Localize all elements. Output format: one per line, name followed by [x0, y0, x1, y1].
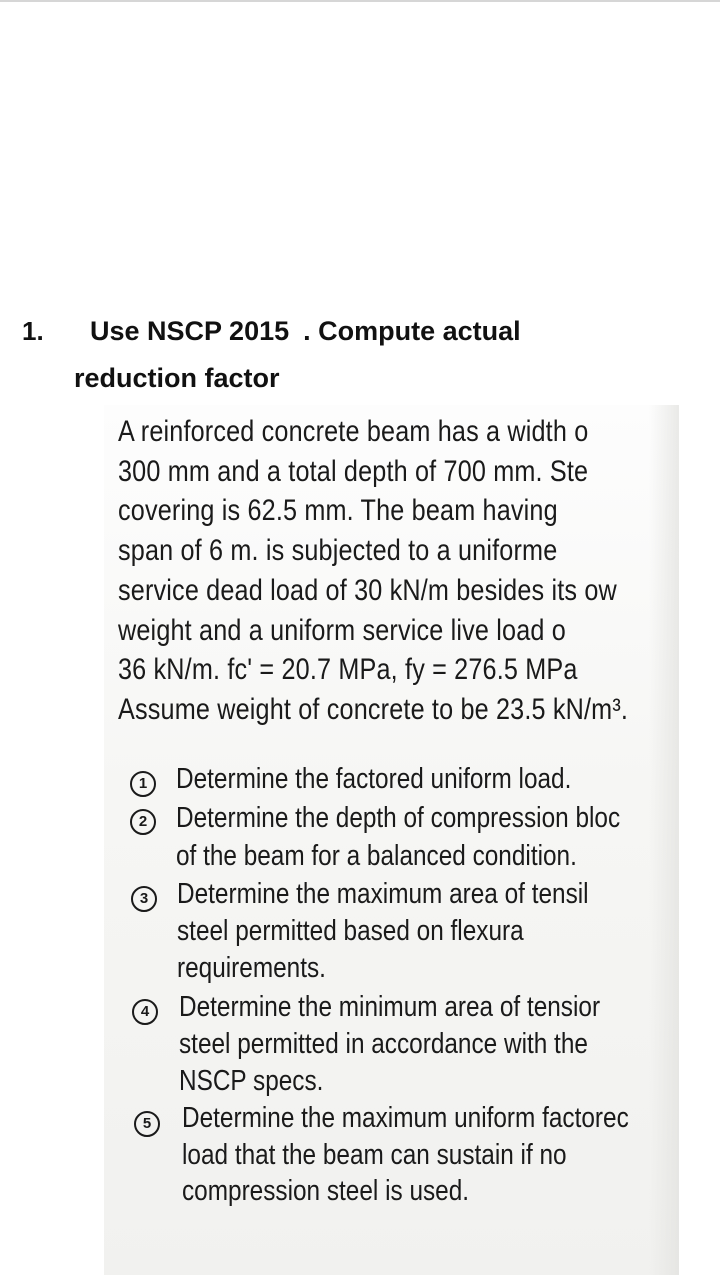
question-number: 1. [22, 316, 44, 346]
task-line: load that the beam can sustain if no [182, 1139, 567, 1171]
task-line: requirements. [177, 952, 326, 984]
task-line: compression steel is used. [182, 1175, 470, 1207]
task-marker-1: 1 [130, 771, 156, 797]
task-line: steel permitted based on flexura [177, 915, 524, 947]
task-marker-4: 4 [132, 999, 158, 1025]
scanned-problem-image [104, 405, 679, 1275]
problem-line: 300 mm and a total depth of 700 mm. Ste [118, 455, 589, 488]
task-line: Determine the factored uniform load. [176, 763, 572, 795]
task-line: Determine the maximum area of tensil [177, 878, 589, 910]
task-line: Determine the minimum area of tensior [179, 991, 601, 1023]
question-title [90, 316, 521, 347]
page-curl-shadow [649, 405, 679, 1275]
task-line: Determine the maximum uniform factorec [182, 1102, 629, 1134]
problem-line: A reinforced concrete beam has a width o [118, 415, 589, 448]
question-title-line2: reduction factor [74, 363, 280, 393]
question-title-part-a: Use NSCP 2015 [90, 316, 290, 346]
task-marker-2: 2 [130, 809, 156, 835]
problem-line: weight and a uniform service live load o [118, 614, 566, 647]
problem-line: 36 kN/m. fc' = 20.7 MPa, fy = 276.5 MPa [118, 653, 578, 686]
problem-line: span of 6 m. is subjected to a uniforme [118, 534, 558, 567]
problem-line: service dead load of 30 kN/m besides its ow [118, 574, 617, 607]
task-line: Determine the depth of compression bloc [176, 802, 621, 834]
task-line: of the beam for a balanced condition. [176, 840, 577, 872]
question-title-part-b: . Compute actual [303, 316, 521, 346]
top-divider [0, 0, 720, 2]
task-line: steel permitted in accordance with the [179, 1028, 588, 1060]
task-marker-3: 3 [131, 886, 157, 912]
task-marker-5: 5 [134, 1111, 160, 1137]
problem-line: Assume weight of concrete to be 23.5 kN/m³. [118, 693, 629, 726]
task-line: NSCP specs. [179, 1065, 324, 1097]
problem-line: covering is 62.5 mm. The beam having [118, 494, 558, 527]
